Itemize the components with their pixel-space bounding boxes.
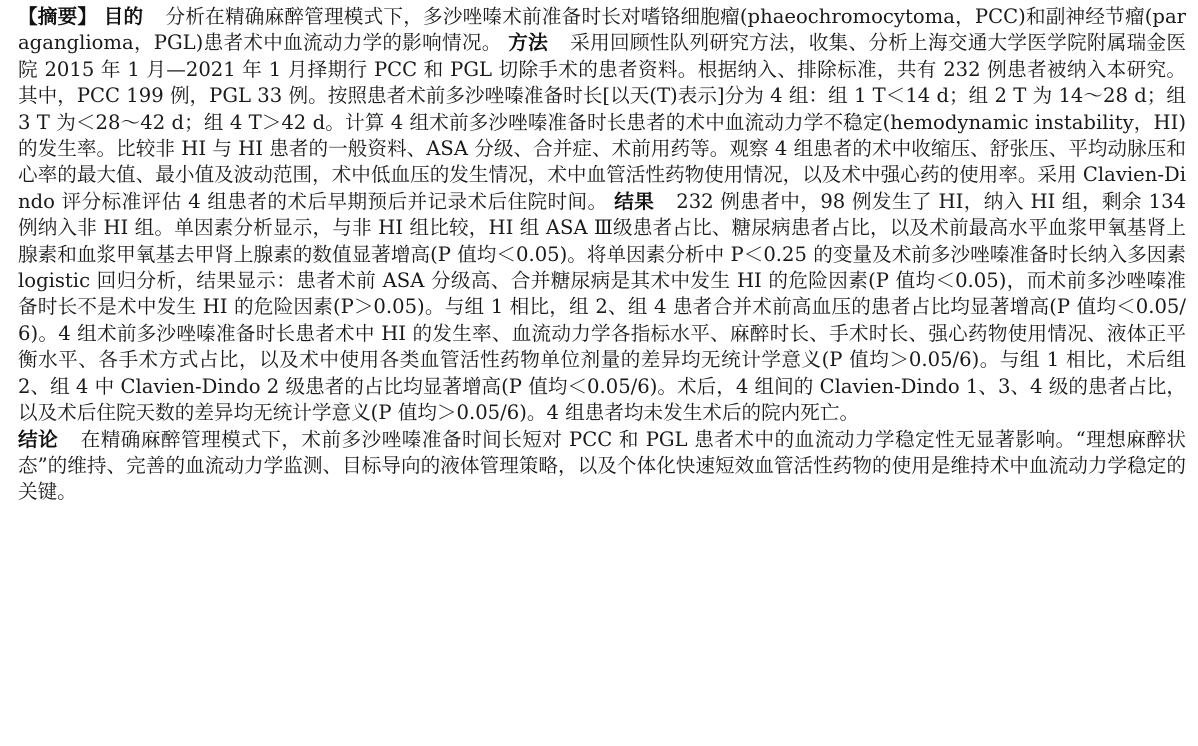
conclusion-text: 在精确麻醉管理模式下，术前多沙唑嗪准备时间长短对 PCC 和 PGL 患者术中的血流动力学稳定性无显著影响。“理想麻醉状态”的维持、完善的血流动力学监测、目标导向的液体管理策略，以及个体化快速短效血管活性药物的使用是维持术中血流动力学稳定的关键。	[18, 427, 1187, 504]
results-text: 232 例患者中，98 例发生了 HI，纳入 HI 组，剩余 134 例纳入非 HI 组。单因素分析显示，与非 HI 组比较，HI 组 ASA Ⅲ级患者占比、糖尿病患者占比，以及术前最高水平血浆甲氧基肾上腺素和血浆甲氧基去甲肾上腺素的数值显著增高(P 值均＜0.05)。将单因素分析中 P＜0.25 的变量及术前多沙唑嗪准备时长纳入多因素 logistic 回归分析，结果显示：患者术前 ASA 分级高、合并糖尿病是其术中发生 HI 的危险因素(P 值均＜0.05)，而术前多沙唑嗪准备时长不是术中发生 HI 的危险因素(P＞0.05)。与组 1 相比，组 2、组 4 患者合并术前高血压的患者占比均显著增高(P 值均＜0.05/6)。4 组术前多沙唑嗪准备时长患者术中 HI 的发生率、血流动力学各指标水平、麻醉时长、手术时长、强心药物使用情况、液体正平衡水平、各手术方式占比，以及术中使用各类血管活性药物单位剂量的差异均无统计学意义(P 值均＞0.05/6)。与组 1 相比，术后组 2、组 4 中 Clavien-Dindo 2 级患者的占比均显著增高(P 值均＜0.05/6)。术后，4 组间的 Clavien-Dindo 1、3、4 级的患者占比，以及术后住院天数的差异均无统计学意义(P 值均＞0.05/6)。4 组患者均未发生术后的院内死亡。	[18, 189, 1187, 425]
methods-label: 方法	[508, 31, 548, 55]
abstract-heading: 【摘要】	[18, 5, 98, 28]
results-label: 结果	[614, 189, 655, 213]
objective-label: 目的	[103, 5, 144, 28]
methods-text: 采用回顾性队列研究方法，收集、分析上海交通大学医学院附属瑞金医院 2015 年 1 月—2021 年 1 月择期行 PCC 和 PGL 切除手术的患者资料。根据纳入、排除标准，共有 232 例患者被纳入本研究。其中，PCC 199 例，PGL 33 例。按照患者术前多沙唑嗪准备时长[以天(T)表示]分为 4 组：组 1 T＜14 d；组 2 T 为 14～28 d；组 3 T 为＜28～42 d；组 4 T＞42 d。计算 4 组术前多沙唑嗪准备时长患者的术中血流动力学不稳定(hemodynamic instability，HI)的发生率。比较非 HI 与 HI 患者的一般资料、ASA 分级、合并症、术前用药等。观察 4 组患者的术中收缩压、舒张压、平均动脉压和心率的最大值、最小值及波动范围，术中低血压的发生情况，术中血管活性药物使用情况，以及术中强心药的使用率。采用 Clavien-Dindo 评分标准评估 4 组患者的术后早期预后并记录术后住院时间。	[18, 31, 1187, 213]
conclusion-label: 结论	[18, 427, 59, 451]
objective-text: 分析在精确麻醉管理模式下，多沙唑嗪术前准备时长对嗜铬细胞瘤(phaeochromocytoma，PCC)和副神经节瘤(paraganglioma，PGL)患者术中血流动力学的影响情况。	[18, 5, 1187, 55]
conclusion-section	[18, 427, 1186, 506]
